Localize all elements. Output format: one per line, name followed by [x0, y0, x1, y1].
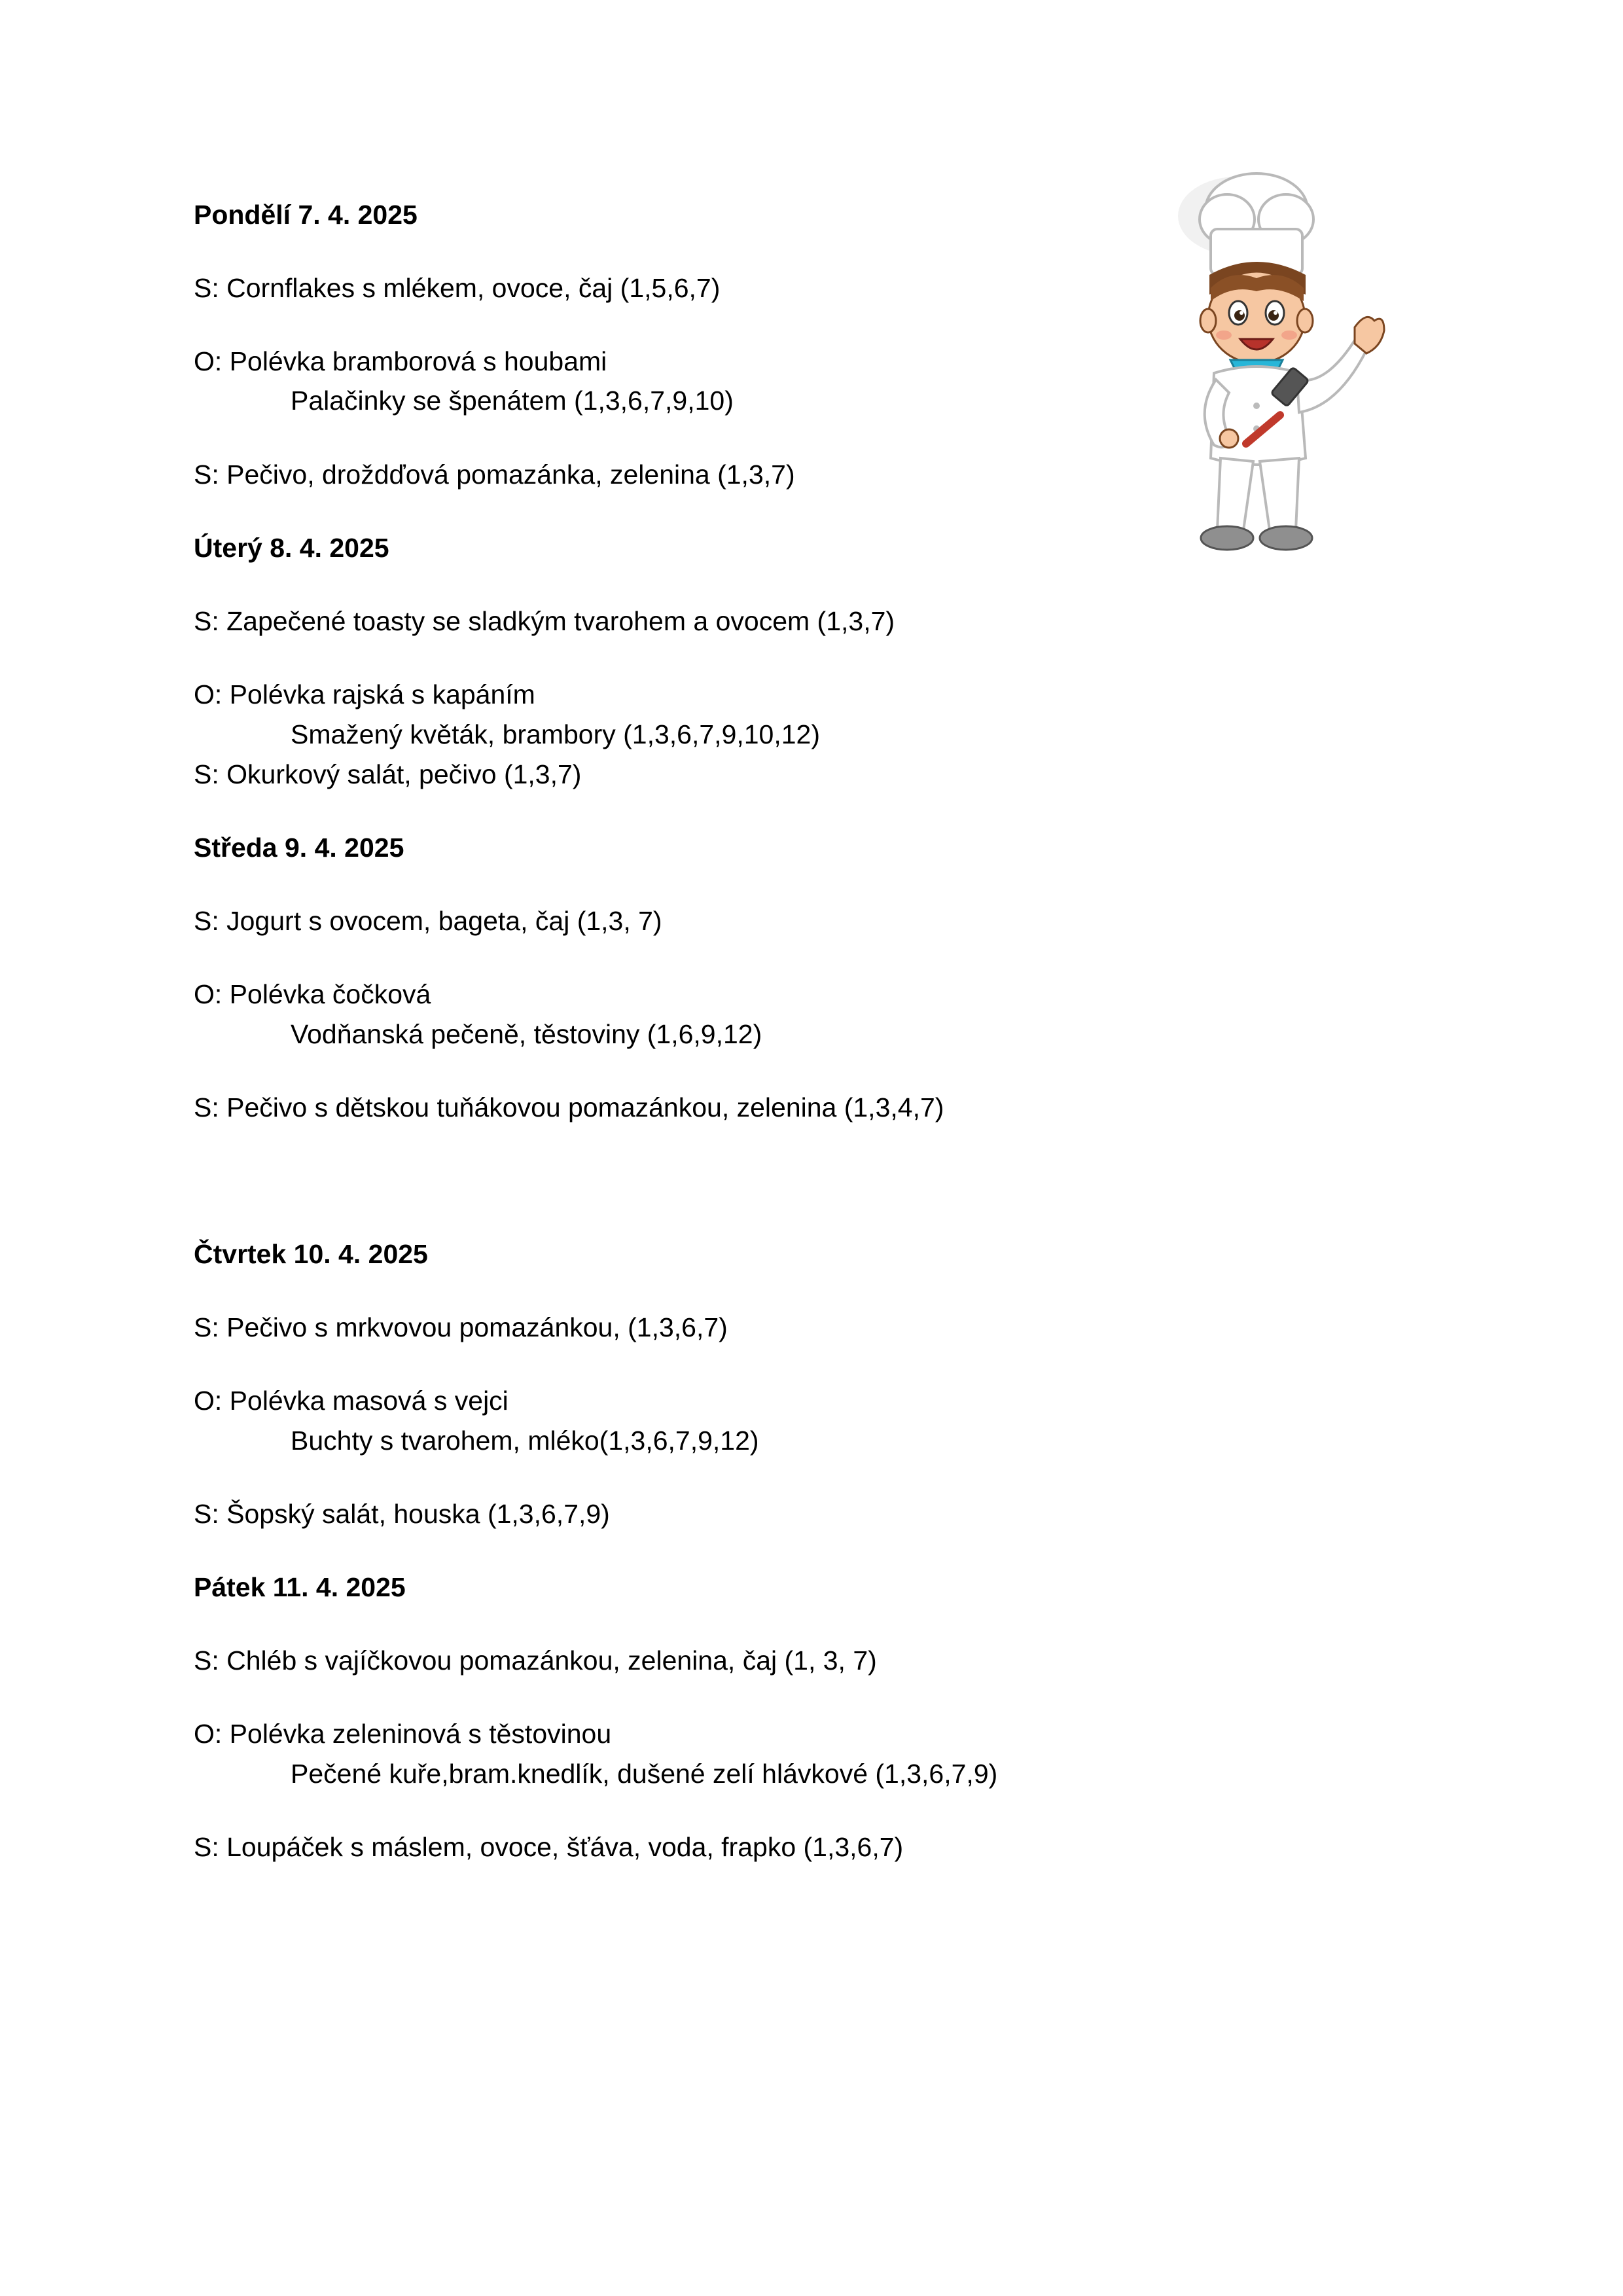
monday-snack-morning: S: Cornflakes s mlékem, ovoce, čaj (1,5,6,7): [194, 273, 721, 303]
friday-snack-afternoon: S: Loupáček s máslem, ovoce, šťáva, voda, frapko (1,3,6,7): [194, 1832, 904, 1862]
wednesday-snack-afternoon: S: Pečivo s dětskou tuňákovou pomazánkou, zelenina (1,3,4,7): [194, 1092, 944, 1122]
monday-lunch-soup: O: Polévka bramborová s houbami: [194, 346, 607, 376]
wednesday-lunch-soup: O: Polévka čočková: [194, 979, 431, 1009]
friday-lunch-main: Pečené kuře,bram.knedlík, dušené zelí hlávkové (1,3,6,7,9): [291, 1759, 998, 1789]
wednesday-snack-morning: S: Jogurt s ovocem, bageta, čaj (1,3, 7): [194, 906, 662, 936]
tuesday-lunch-soup: O: Polévka rajská s kapáním: [194, 679, 535, 709]
chef-cartoon-icon: [1158, 164, 1407, 569]
friday-snack-morning: S: Chléb s vajíčkovou pomazánkou, zelenina, čaj (1, 3, 7): [194, 1645, 877, 1676]
tuesday-snack-morning: S: Zapečené toasty se sladkým tvarohem a ovocem (1,3,7): [194, 606, 895, 636]
day-heading-tuesday: Úterý 8. 4. 2025: [194, 533, 389, 563]
thursday-snack-afternoon: S: Šopský salát, houska (1,3,6,7,9): [194, 1499, 610, 1529]
day-heading-thursday: Čtvrtek 10. 4. 2025: [194, 1239, 428, 1269]
friday-lunch-soup: O: Polévka zeleninová s těstovinou: [194, 1719, 612, 1749]
day-heading-friday: Pátek 11. 4. 2025: [194, 1572, 406, 1602]
thursday-lunch-main: Buchty s tvarohem, mléko(1,3,6,7,9,12): [291, 1426, 759, 1456]
wednesday-lunch-main: Vodňanská pečeně, těstoviny (1,6,9,12): [291, 1019, 762, 1049]
monday-lunch-main: Palačinky se špenátem (1,3,6,7,9,10): [291, 386, 734, 416]
tuesday-snack-afternoon: S: Okurkový salát, pečivo (1,3,7): [194, 759, 582, 789]
thursday-lunch-soup: O: Polévka masová s vejci: [194, 1386, 508, 1416]
thursday-snack-morning: S: Pečivo s mrkvovou pomazánkou, (1,3,6,7): [194, 1312, 728, 1342]
day-heading-wednesday: Středa 9. 4. 2025: [194, 833, 404, 863]
monday-snack-afternoon: S: Pečivo, droždďová pomazánka, zelenina (1,3,7): [194, 459, 795, 490]
tuesday-lunch-main: Smažený květák, brambory (1,3,6,7,9,10,12): [291, 719, 821, 749]
day-heading-monday: Pondělí 7. 4. 2025: [194, 200, 418, 230]
